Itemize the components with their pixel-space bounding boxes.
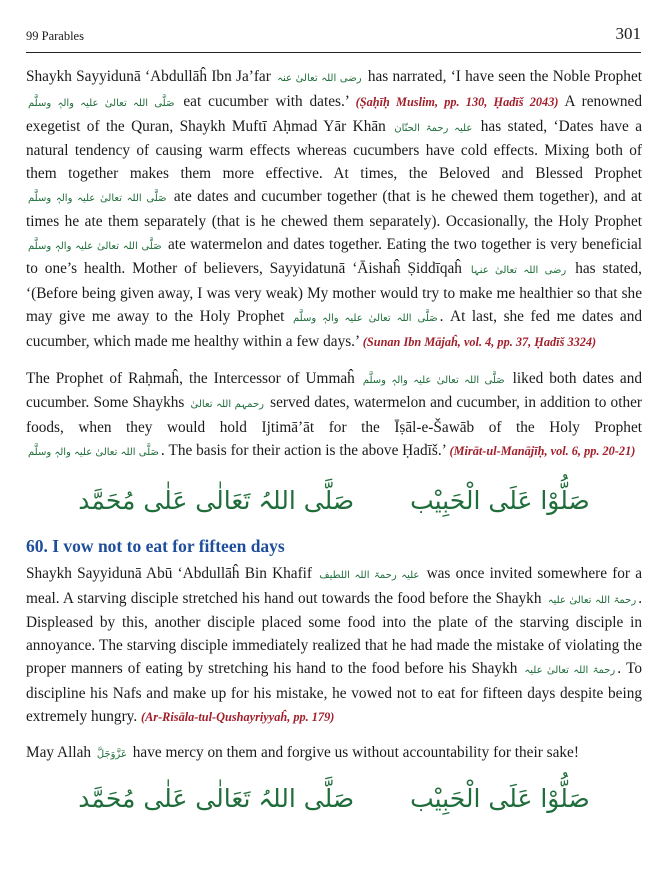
page-number: 301	[615, 24, 641, 43]
honorific: صَلَّی اللہ تعالیٰ علیہ والہٖ وسلَّم	[28, 97, 175, 109]
page-content	[26, 66, 642, 821]
paragraph-1: Shaykh Sayyidunā ‘Abdullāĥ Ibn Ja’far رضی اللہ تعالیٰ عنہ has narrated, ‘I have seen the Noble Prophet صَلَّی اللہ تعالیٰ علیہ والہٖ وسلَّم eat cucumber with dates.’ (Ṣaḥīḥ Muslim, pp. 130, Ḥadīš 2043) A renowned exegetist of the Quran, Shaykh Muftī Aḥmad Yār Khān علیہ رحمۃ الحنّان has stated, ‘Dates have a natural tendency of causing warm effects whereas cucumbers have cold effects. Mixing both of them together makes them more effective. At times, the Beloved and Blessed Prophet صَلَّی اللہ تعالیٰ علیہ والہٖ وسلَّم ate dates and cucumber together (that is he chewed them together), and at times he ate them separately (that is he chewed them separately). Occasionally, the Holy Prophet صَلَّی اللہ تعالیٰ علیہ والہٖ وسلَّم ate watermelon and dates together. Eating the two together is very beneficial to one’s health. Mother of believers, Sayyidatunā ‘Āishaĥ Ṣiddīqaĥ رضی اللہ تعالیٰ عنہا has stated, ‘(Before being given away, I was very weak) My mother would try to make me healthier so that she may give me away to the Holy Prophet صَلَّی اللہ تعالیٰ علیہ والہٖ وسلَّم . At last, she fed me dates and cucumber, which made me healthy within a few days.’ (Sunan Ibn Mājaĥ, vol. 4, pp. 37, Ḥadīš 3324)	[26, 68, 643, 350]
honorific: صَلَّی اللہ تعالیٰ علیہ والہٖ وسلَّم	[293, 312, 438, 324]
honorific: رحمۃ اللہ تعالیٰ علیہ	[547, 594, 637, 606]
salat-right: صَلُّوْا عَلَی الْحَبِیْب	[410, 485, 590, 515]
book-title: 99 Parables	[26, 29, 84, 43]
honorific: علیہ رحمۃ اللہ اللطیف	[319, 569, 420, 581]
reference: (Ṣaḥīḥ Muslim, pp. 130, Ḥadīš 2043)	[355, 94, 559, 109]
honorific: رحمۃ اللہ تعالیٰ علیہ	[524, 664, 616, 676]
salat-left: صَلَّی اللہُ تَعَالٰی عَلٰی مُحَمَّد	[78, 784, 355, 814]
salat-right: صَلُّوْا عَلَی الْحَبِیْب	[410, 784, 590, 814]
reference: (Mirāt-ul-Manājīḥ, vol. 6, pp. 20-21)	[449, 443, 636, 458]
salat-line-2	[26, 777, 642, 821]
honorific: صَلَّی اللہ تعالیٰ علیہ والہٖ وسلَّم	[28, 446, 159, 458]
paragraph-3: Shaykh Sayyidunā Abū ‘Abdullāĥ Bin Khafif علیہ رحمۃ اللہ اللطیف was once invited somewhere for a meal. A starving disciple stretched his hand out towards the food before the Shaykh رحمۃ اللہ تعالیٰ علیہ . Displeased by this, another disciple placed some food into the plate of the starving disciple in annoyance. The starving disciple immediately realized that he had made the mistake of violating the proper manners of eating by stretching his hand to the food before his Shaykh رحمۃ اللہ تعالیٰ علیہ . To discipline his Nafs and make up for his mistake, he vowed not to eat for fifteen days despite being extremely hungry. (Ar-Risāla-tul-Qushayriyyaĥ, pp. 179)	[26, 564, 643, 725]
honorific: عَزَّوَجَلَّ	[96, 749, 127, 761]
paragraph-4: May Allah عَزَّوَجَلَّ have mercy on them and forgive us without accountability for their sake!	[26, 744, 579, 762]
paragraph-2: The Prophet of Raḥmaĥ, the Intercessor of Ummaĥ صَلَّی اللہ تعالیٰ علیہ والہٖ وسلَّم liked both dates and cucumber. Some Shaykhs رحمہم اللہ تعالیٰ served dates, watermelon and cucumber, in addition to other foods, when they would hold Ijtimā’āt for the Īṣāl-e-Šawāb of the Holy Prophet صَلَّی اللہ تعالیٰ علیہ والہٖ وسلَّم . The basis for their action is the above Ḥadīš.’ (Mirāt-ul-Manājīḥ, vol. 6, pp. 20-21)	[26, 369, 642, 459]
honorific: رضی اللہ تعالیٰ عنہ	[277, 73, 362, 84]
honorific: صَلَّی اللہ تعالیٰ علیہ والہٖ وسلَّم	[362, 374, 505, 386]
honorific: رحمہم اللہ تعالیٰ	[190, 399, 264, 411]
honorific: علیہ رحمۃ الحنّان	[394, 122, 473, 134]
reference: (Sunan Ibn Mājaĥ, vol. 4, pp. 37, Ḥadīš 3324)	[362, 334, 597, 349]
reference: (Ar-Risāla-tul-Qushayriyyaĥ, pp. 179)	[140, 709, 335, 724]
page-header	[26, 22, 641, 50]
honorific: رضی اللہ تعالیٰ عنہا	[470, 265, 567, 277]
honorific: صَلَّی اللہ تعالیٰ علیہ والہٖ وسلَّم	[28, 240, 162, 252]
header-rule	[26, 52, 641, 53]
salat-line-1	[26, 479, 642, 523]
salat-left: صَلَّی اللہُ تَعَالٰی عَلٰی مُحَمَّد	[78, 485, 355, 515]
section-heading: 60. I vow not to eat for fifteen days	[26, 535, 285, 556]
honorific: صَلَّی اللہ تعالیٰ علیہ والہٖ وسلَّم	[28, 192, 167, 204]
